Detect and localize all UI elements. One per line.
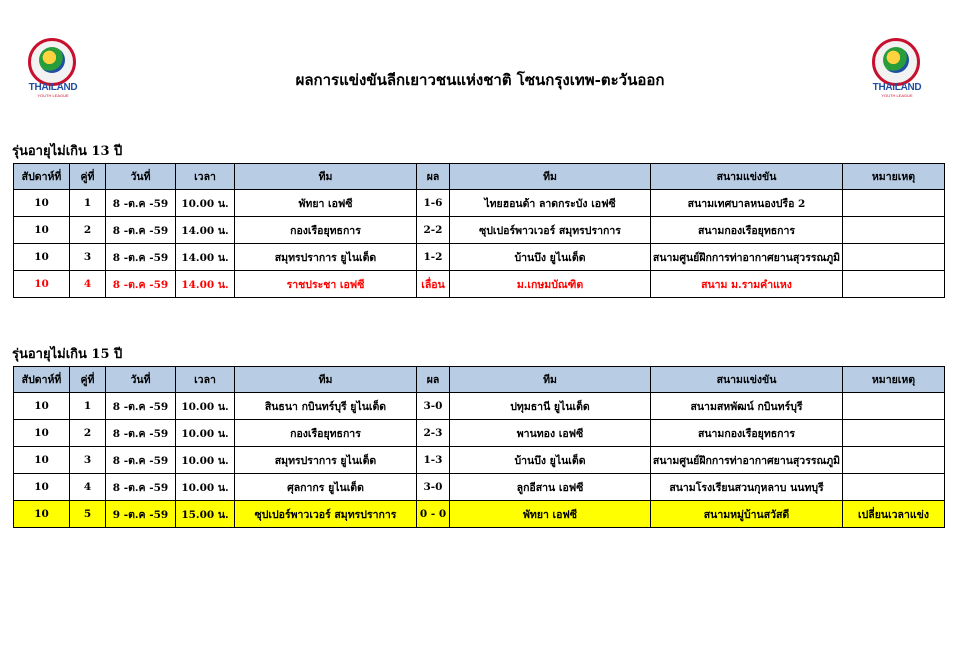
logo-word: THAILAND [28,82,78,93]
cell-time: 14.00 น. [176,271,235,298]
cell-home-team: สมุทรปราการ ยูไนเต็ด [235,244,417,271]
table-row [14,474,945,501]
cell-date: 8 -ต.ค -59 [106,474,176,501]
cell-week: 10 [14,190,70,217]
cell-week: 10 [14,420,70,447]
cell-score: 0 - 0 [417,501,450,528]
cell-away-team: พัทยา เอฟซี [450,501,651,528]
cell-venue: สนามสหพัฒน์ กบินทร์บุรี [651,393,843,420]
cell-venue: สนาม ม.รามคำแหง [651,271,843,298]
cell-score: 1-6 [417,190,450,217]
cell-venue: สนามศูนย์ฝึกการท่าอากาศยานสุวรรณภูมิ [651,244,843,271]
cell-away-team: ลูกอีสาน เอฟซี [450,474,651,501]
col-header-date: วันที่ [106,367,176,393]
cell-pair: 4 [70,271,106,298]
cell-time: 10.00 น. [176,420,235,447]
cell-score: 2-2 [417,217,450,244]
table-row [14,393,945,420]
cell-home-team: สินธนา กบินทร์บุรี ยูไนเต็ด [235,393,417,420]
col-header-score: ผล [417,367,450,393]
cell-week: 10 [14,393,70,420]
cell-note [843,244,945,271]
cell-pair: 3 [70,447,106,474]
results-table-u15 [13,366,945,528]
logo-sub: YOUTH LEAGUE [37,93,69,98]
cell-date: 8 -ต.ค -59 [106,447,176,474]
cell-date: 9 -ต.ค -59 [106,501,176,528]
cell-time: 10.00 น. [176,474,235,501]
cell-pair: 2 [70,217,106,244]
cell-pair: 3 [70,244,106,271]
table-row [14,271,945,298]
cell-pair: 2 [70,420,106,447]
col-header-home-team: ทีม [235,367,417,393]
cell-venue: สนามเทศบาลหนองปรือ 2 [651,190,843,217]
cell-note [843,217,945,244]
col-header-week: สัปดาห์ที่ [14,164,70,190]
cell-away-team: บ้านบึง ยูไนเต็ด [450,244,651,271]
page-title: ผลการแข่งขันลีกเยาวชนแห่งชาติ โซนกรุงเทพ-ตะวันออก [295,71,665,89]
cell-time: 10.00 น. [176,447,235,474]
logo-word: THAILAND [872,82,922,93]
col-header-pair: คู่ที่ [70,164,106,190]
cell-score: 2-3 [417,420,450,447]
col-header-away-team: ทีม [450,164,651,190]
cell-note [843,420,945,447]
cell-score: 1-3 [417,447,450,474]
cell-away-team: ซุปเปอร์พาวเวอร์ สมุทรปราการ [450,217,651,244]
cell-date: 8 -ต.ค -59 [106,217,176,244]
cell-note [843,271,945,298]
cell-home-team: กองเรือยุทธการ [235,217,417,244]
cell-date: 8 -ต.ค -59 [106,393,176,420]
cell-week: 10 [14,271,70,298]
cell-home-team: ราชประชา เอฟซี [235,271,417,298]
cell-week: 10 [14,244,70,271]
cell-pair: 4 [70,474,106,501]
col-header-time: เวลา [176,164,235,190]
col-header-time: เวลา [176,367,235,393]
cell-week: 10 [14,474,70,501]
cell-note [843,393,945,420]
col-header-home-team: ทีม [235,164,417,190]
cell-week: 10 [14,447,70,474]
table-row [14,244,945,271]
cell-home-team: สมุทรปราการ ยูไนเต็ด [235,447,417,474]
cell-away-team: พานทอง เอฟซี [450,420,651,447]
cell-away-team: ปทุมธานี ยูไนเต็ด [450,393,651,420]
cell-away-team: ม.เกษมบัณฑิต [450,271,651,298]
col-header-date: วันที่ [106,164,176,190]
logo-sub: YOUTH LEAGUE [881,93,913,98]
cell-pair: 5 [70,501,106,528]
col-header-week: สัปดาห์ที่ [14,367,70,393]
cell-venue: สนามโรงเรียนสวนกุหลาบ นนทบุรี [651,474,843,501]
cell-time: 14.00 น. [176,244,235,271]
cell-score: 3-0 [417,474,450,501]
table-row [14,217,945,244]
cell-week: 10 [14,501,70,528]
section-label-u13: รุ่นอายุไม่เกิน 13 ปี [12,144,123,159]
cell-time: 10.00 น. [176,190,235,217]
table-row [14,420,945,447]
cell-venue: สนามกองเรือยุทธการ [651,217,843,244]
cell-time: 10.00 น. [176,393,235,420]
cell-pair: 1 [70,393,106,420]
col-header-note: หมายเหตุ [843,367,945,393]
cell-note [843,447,945,474]
cell-venue: สนามศูนย์ฝึกการท่าอากาศยานสุวรรณภูมิ [651,447,843,474]
cell-note [843,190,945,217]
results-table-u13 [13,163,945,298]
section-label-u15: รุ่นอายุไม่เกิน 15 ปี [12,347,123,362]
cell-away-team: ไทยฮอนด้า ลาดกระบัง เอฟซี [450,190,651,217]
table-row [14,190,945,217]
col-header-venue: สนามแข่งขัน [651,164,843,190]
cell-home-team: กองเรือยุทธการ [235,420,417,447]
header-row [14,367,945,393]
cell-date: 8 -ต.ค -59 [106,244,176,271]
cell-time: 15.00 น. [176,501,235,528]
col-header-away-team: ทีม [450,367,651,393]
table-row [14,447,945,474]
col-header-pair: คู่ที่ [70,367,106,393]
cell-week: 10 [14,217,70,244]
table-row [14,501,945,528]
cell-score: เลื่อน [417,271,450,298]
cell-home-team: ซุปเปอร์พาวเวอร์ สมุทรปราการ [235,501,417,528]
cell-time: 14.00 น. [176,217,235,244]
cell-score: 1-2 [417,244,450,271]
cell-note: เปลี่ยนเวลาแข่ง [843,501,945,528]
col-header-score: ผล [417,164,450,190]
cell-pair: 1 [70,190,106,217]
col-header-venue: สนามแข่งขัน [651,367,843,393]
cell-venue: สนามหมู่บ้านสวัสดี [651,501,843,528]
col-header-note: หมายเหตุ [843,164,945,190]
cell-date: 8 -ต.ค -59 [106,190,176,217]
cell-note [843,474,945,501]
header-row [14,164,945,190]
cell-away-team: บ้านบึง ยูไนเต็ด [450,447,651,474]
cell-date: 8 -ต.ค -59 [106,420,176,447]
cell-date: 8 -ต.ค -59 [106,271,176,298]
cell-score: 3-0 [417,393,450,420]
cell-venue: สนามกองเรือยุทธการ [651,420,843,447]
cell-home-team: ศุลกากร ยูไนเต็ด [235,474,417,501]
cell-home-team: พัทยา เอฟซี [235,190,417,217]
